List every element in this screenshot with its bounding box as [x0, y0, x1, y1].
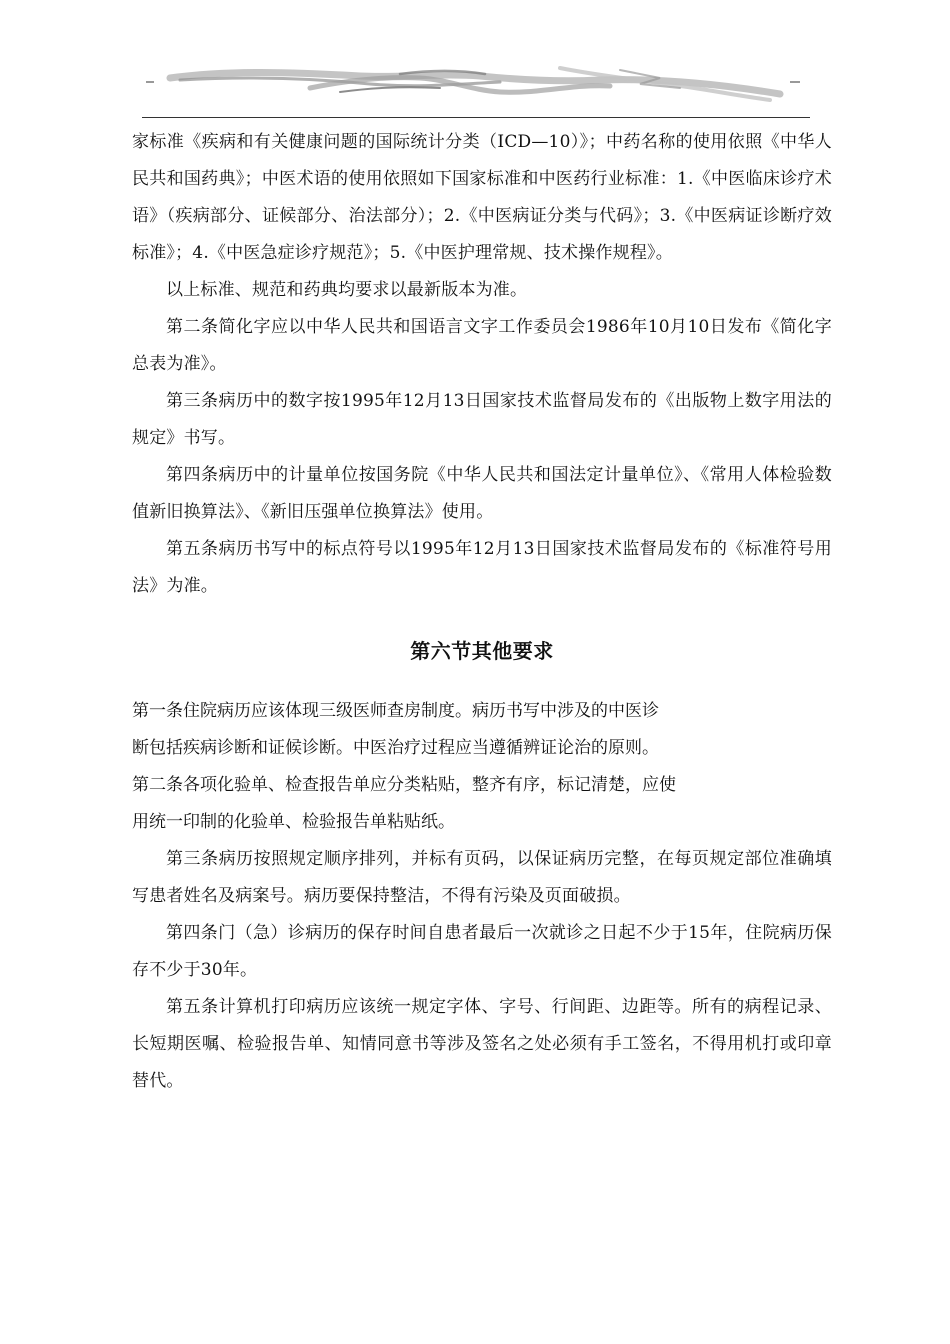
section-article-2 [132, 767, 832, 841]
header-rule [142, 117, 810, 118]
brush-stroke-ornament-icon [140, 58, 810, 108]
section-article-4: 第四条门（急）诊病历的保存时间自患者最后一次就诊之日起不少于15年，住院病历保存不少于30年。 [132, 923, 832, 980]
section-article-1-line-2: 断包括疾病诊断和证候诊断。中医治疗过程应当遵循辨证论治的原则。 [132, 738, 659, 758]
section-article-1 [132, 693, 832, 767]
paragraph-standards: 家标准《疾病和有关健康问题的国际统计分类（ICD—10）》；中药名称的使用依照《中华人民共和国药典》；中医术语的使用依照如下国家标准和中医药行业标准：1.《中医临床诊疗术语》（疾病部分、证候部分、治法部分）；2.《中医病证分类与代码》；3.《中医病证诊断疗效标准》；4.《中医急症诊疗规范》；5.《中医护理常规、技术操作规程》。 [132, 132, 832, 263]
paragraph-article-2: 第二条简化字应以中华人民共和国语言文字工作委员会1986年10月10日发布《简化字总表为准》。 [132, 317, 832, 374]
section-article-3: 第三条病历按照规定顺序排列，并标有页码，以保证病历完整，在每页规定部位准确填写患者姓名及病案号。病历要保持整洁，不得有污染及页面破损。 [132, 849, 832, 906]
section-article-1-line-1: 第一条住院病历应该体现三级医师查房制度。病历书写中涉及的中医诊 [132, 701, 659, 721]
paragraph-article-4: 第四条病历中的计量单位按国务院《中华人民共和国法定计量单位》、《常用人体检验数值新旧换算法》、《新旧压强单位换算法》使用。 [132, 465, 832, 522]
paragraph-latest-edition: 以上标准、规范和药典均要求以最新版本为准。 [166, 280, 528, 300]
paragraph-article-3: 第三条病历中的数字按1995年12月13日国家技术监督局发布的《出版物上数字用法的规定》书写。 [132, 391, 832, 448]
section-article-2-line-1: 第二条各项化验单、检查报告单应分类粘贴，整齐有序，标记清楚，应使 [132, 775, 676, 795]
section-article-2-line-2: 用统一印制的化验单、检验报告单粘贴纸。 [132, 812, 455, 832]
section-title: 第六节其他要求 [410, 639, 554, 663]
section-article-5: 第五条计算机打印病历应该统一规定字体、字号、行间距、边距等。所有的病程记录、长短期医嘱、检验报告单、知情同意书等涉及签名之处必须有手工签名，不得用机打或印章替代。 [132, 997, 832, 1091]
paragraph-article-5: 第五条病历书写中的标点符号以1995年12月13日国家技术监督局发布的《标准符号用法》为准。 [132, 539, 832, 596]
document-body [132, 124, 832, 1100]
